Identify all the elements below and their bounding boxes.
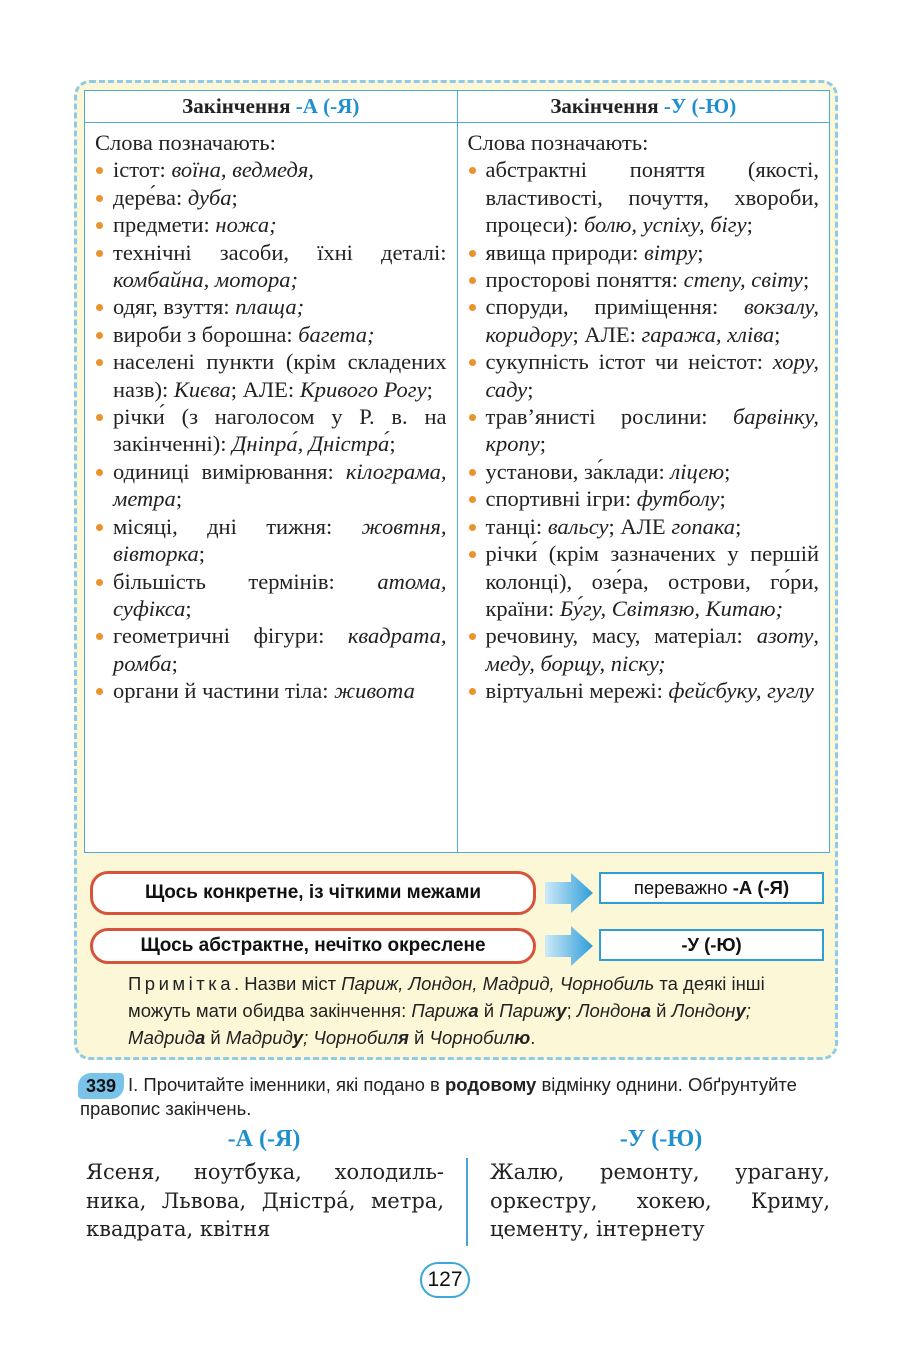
- note: Примітка. Назви міст Париж, Лондон, Мадрид, Чорнобиль та деякі інші можуть мати обидва закінчення: Парижа й Парижу; Лондона й Лондону; Мадрида й Мадриду; Чорнобиля й Чорнобилю.: [128, 973, 765, 1048]
- list-item: річки́ (крім зазначених у першій колонці), озе́ра, острови, го́ри, країни: Бу́гу, Світязю, Китаю;: [468, 540, 820, 622]
- arrow-right-icon: [545, 873, 593, 913]
- list-item: вироби з борошна: багета;: [95, 321, 447, 348]
- header-u: Закінчення -У (-Ю): [457, 91, 830, 123]
- column-divider: [466, 1158, 468, 1246]
- list-item: споруди, приміщення: вокзалу, коридору; АЛЕ: гаража, хліва;: [468, 293, 820, 348]
- concrete-pill: Щось конкретне, із чіткими межами: [90, 871, 536, 915]
- list-item: спортивні ігри: футболу;: [468, 485, 820, 512]
- column-u-list: [468, 156, 820, 704]
- list-item: населені пункти (крім складених назв): Києва; АЛЕ: Кривого Рогу;: [95, 348, 447, 403]
- list-item: місяці, дні тижня: жовтня, вівторка;: [95, 513, 447, 568]
- list-item: трав’янисті рослини: барвінку, кропу;: [468, 403, 820, 458]
- list-item: більшість термінів: атома, суфікса;: [95, 568, 447, 623]
- exercise-column-a-title: -А (-Я): [227, 1126, 301, 1152]
- list-item: геометричні фігури: квадрата, ромба;: [95, 622, 447, 677]
- list-item: речовину, масу, матеріал: азоту, меду, борщу, піску;: [468, 622, 820, 677]
- page-number: 127: [420, 1262, 470, 1298]
- arrow-right-icon: [545, 926, 593, 966]
- abstract-pill: Щось абстрактне, нечітко окреслене: [90, 928, 536, 964]
- column-a-cell: [85, 123, 458, 853]
- column-u-intro: Слова позначають:: [467, 130, 649, 155]
- rules-table: [84, 90, 830, 853]
- list-item: явища природи: вітру;: [468, 239, 820, 266]
- list-item: деpе́ва: дуба;: [95, 184, 447, 211]
- exercise-column-a-words: Ясеня, ноутбука, холодильника, Львова, Дністра́, метра, квадрата, квітня: [86, 1160, 444, 1241]
- list-item: танці: вальсу; АЛЕ гопака;: [468, 513, 820, 540]
- list-item: просторові поняття: степу, світу;: [468, 266, 820, 293]
- list-item: одиниці вимірювання: кілограма, метра;: [95, 458, 447, 513]
- exercise-number-badge: 339: [78, 1073, 124, 1099]
- result-u-box: -У (-Ю): [599, 929, 824, 961]
- exercise-column-u-title: -У (-Ю): [619, 1126, 703, 1152]
- list-item: установи, за́клади: ліцею;: [468, 458, 820, 485]
- column-u-cell: [457, 123, 830, 853]
- list-item: технічні засоби, їхні деталі: комбайна, мотора;: [95, 239, 447, 294]
- exercise-column-u-words: Жалю, ремонту, урагану, оркестру, хокею, Криму, цементу, інтернету: [490, 1160, 830, 1241]
- list-item: віртуальні мережі: фейсбуку, гуглу: [468, 677, 820, 704]
- column-a-intro: Слова позначають:: [95, 130, 276, 155]
- list-item: предмети: ножа;: [95, 211, 447, 238]
- list-item: істот: воїна, ведмедя,: [95, 156, 447, 183]
- list-item: абстрактні поняття (якості, властивості, почуття, хвороби, процеси): болю, успіху, бігу;: [468, 156, 820, 238]
- list-item: одяг, взуття: плаща;: [95, 293, 447, 320]
- header-a: Закінчення -А (-Я): [85, 91, 458, 123]
- list-item: річки́ (з наголосом у Р. в. на закінченні): Дніпра́, Дністра́;: [95, 403, 447, 458]
- result-a-box: переважно -А (-Я): [599, 872, 824, 904]
- list-item: сукупність істот чи неістот: хору, саду;: [468, 348, 820, 403]
- exercise-task: І. Прочитайте іменники, які подано в родовому відмінку однини. Обґрунтуйте правопис закінчень.: [80, 1074, 797, 1119]
- list-item: органи й частини тіла: живота: [95, 677, 447, 704]
- column-a-list: [95, 156, 447, 704]
